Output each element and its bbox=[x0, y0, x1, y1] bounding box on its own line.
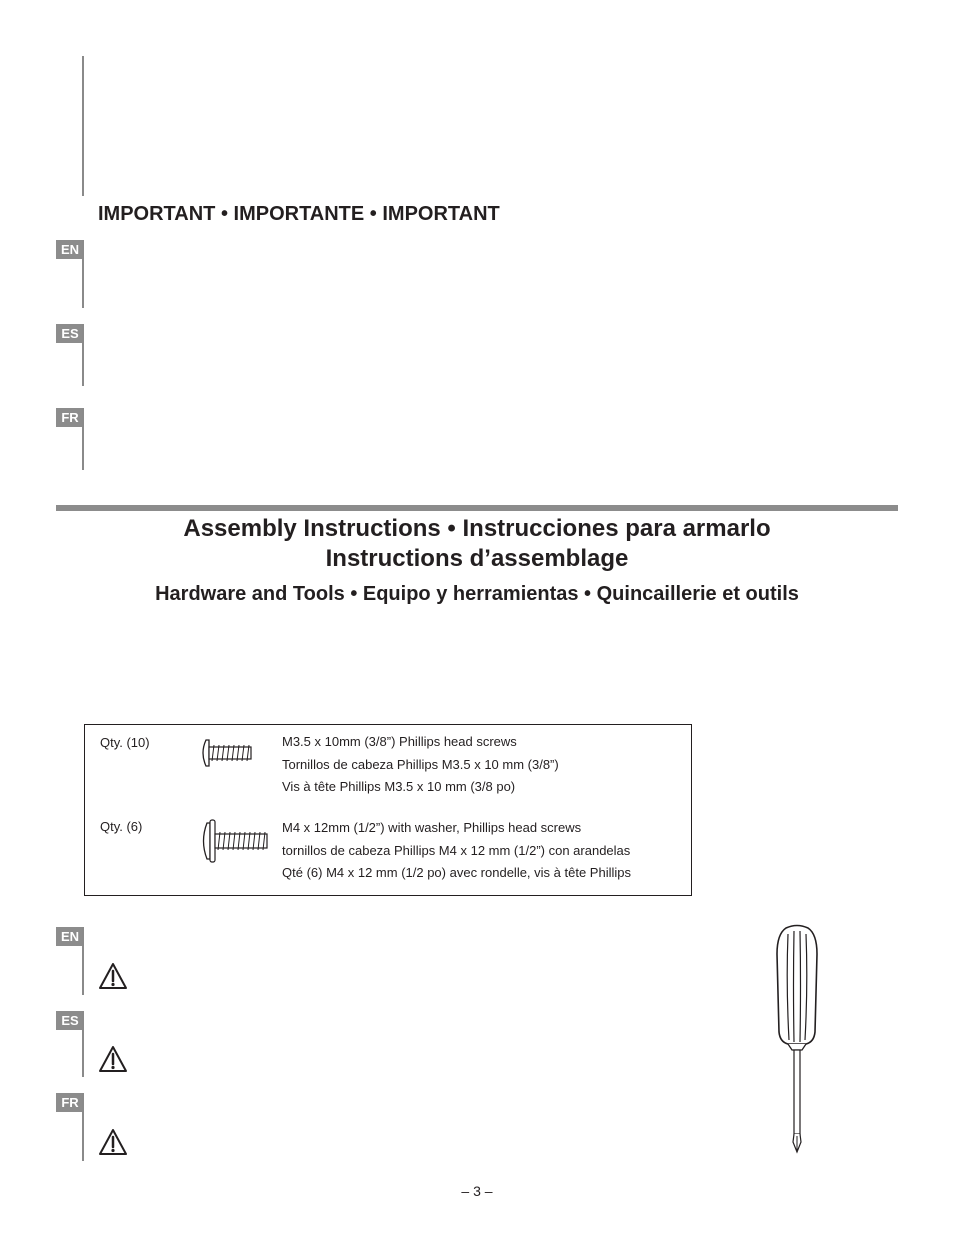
page-number: – 3 – bbox=[461, 1183, 493, 1199]
es-side-bar bbox=[82, 324, 84, 386]
language-label-en: EN bbox=[56, 240, 84, 259]
hardware-list-box bbox=[84, 724, 692, 896]
hardware-desc-line: M4 x 12mm (1/2”) with washer, Phillips head screws bbox=[282, 820, 582, 835]
hardware-tools-subtitle: Hardware and Tools • Equipo y herramientas • Quincaillerie et outils bbox=[155, 583, 799, 605]
en-side-bar bbox=[82, 240, 84, 308]
hardware-desc-line: Tornillos de cabeza Phillips M3.5 x 10 mm (3/8”) bbox=[282, 756, 559, 772]
important-heading: IMPORTANT • IMPORTANTE • IMPORTANT bbox=[98, 203, 500, 225]
es-side-bar bbox=[82, 1011, 84, 1077]
washer-screw-icon bbox=[199, 819, 271, 863]
hardware-desc-line: tornillos de cabeza Phillips M4 x 12 mm (1/2”) con arandelas bbox=[282, 842, 631, 858]
hardware-desc-line: M3.5 x 10mm (3/8”) Phillips head screws bbox=[282, 734, 517, 749]
language-label-es: ES bbox=[56, 324, 84, 343]
assembly-title-line2: Instructions d’assemblage bbox=[325, 545, 629, 572]
language-label-en: EN bbox=[56, 927, 84, 946]
hardware-qty-2: Qty. (6) bbox=[100, 819, 143, 834]
top-side-bar bbox=[82, 56, 84, 196]
hardware-desc-1 bbox=[282, 731, 559, 799]
hardware-desc-line: Vis à tête Phillips M3.5 x 10 mm (3/8 po) bbox=[282, 779, 516, 794]
fr-side-bar bbox=[82, 1093, 84, 1161]
en-side-bar bbox=[82, 927, 84, 995]
warning-triangle-icon bbox=[98, 962, 128, 990]
fr-side-bar bbox=[82, 408, 84, 470]
warning-triangle-icon bbox=[98, 1045, 128, 1073]
assembly-title-line1: Assembly Instructions • Instrucciones para armarlo bbox=[183, 515, 771, 542]
language-label-fr: FR bbox=[56, 408, 84, 427]
small-screw-icon bbox=[199, 738, 255, 768]
hardware-desc-line: Qté (6) M4 x 12 mm (1/2 po) avec rondelle, vis à tête Phillips bbox=[282, 865, 631, 880]
phillips-screwdriver-icon bbox=[774, 924, 820, 1154]
language-label-fr: FR bbox=[56, 1093, 84, 1112]
hardware-desc-2 bbox=[282, 817, 631, 885]
language-label-es: ES bbox=[56, 1011, 84, 1030]
hardware-qty-1: Qty. (10) bbox=[100, 735, 150, 750]
warning-triangle-icon bbox=[98, 1128, 128, 1156]
section-divider bbox=[56, 505, 898, 511]
